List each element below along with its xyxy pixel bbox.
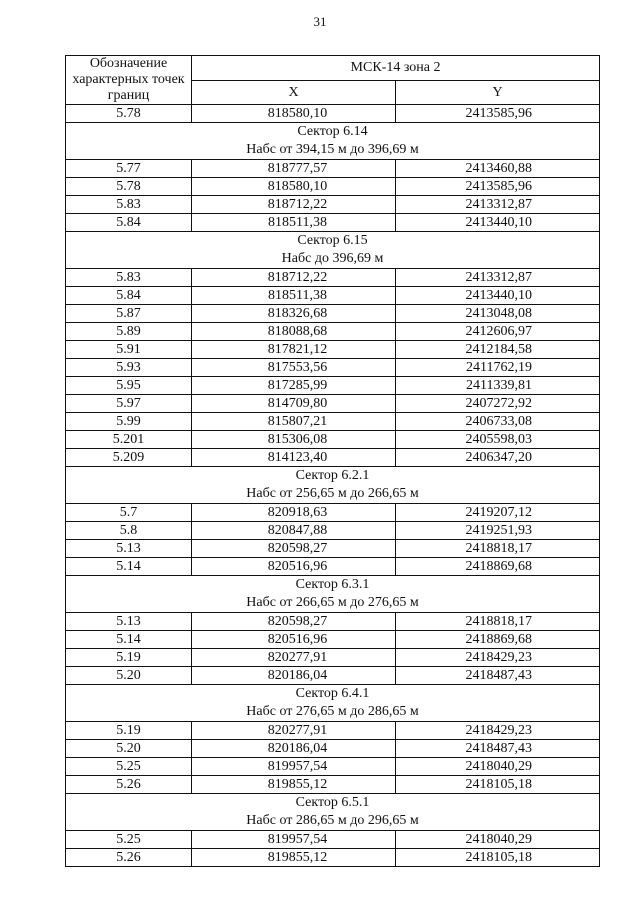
table-row xyxy=(66,849,600,867)
y-coordinate-cell: 2418105,18 xyxy=(396,849,600,867)
point-id-cell: 5.13 xyxy=(66,613,192,631)
table-row xyxy=(66,413,600,431)
y-coordinate-cell: 2418429,23 xyxy=(396,722,600,740)
y-coordinate-cell: 2406347,20 xyxy=(396,449,600,467)
point-id-cell: 5.83 xyxy=(66,269,192,287)
x-coordinate-cell: 819957,54 xyxy=(192,831,396,849)
sector-header-row xyxy=(66,576,600,613)
sector-title: Сектор 6.15 xyxy=(297,233,368,248)
sector-height-range: Набс от 266,65 м до 276,65 м xyxy=(246,595,419,610)
x-coordinate-cell: 818777,57 xyxy=(192,160,396,178)
y-coordinate-cell: 2413312,87 xyxy=(396,269,600,287)
x-coordinate-cell: 815306,08 xyxy=(192,431,396,449)
x-coordinate-cell: 820598,27 xyxy=(192,613,396,631)
y-coordinate-cell: 2413440,10 xyxy=(396,287,600,305)
coordinates-table xyxy=(65,55,600,867)
y-coordinate-cell: 2413585,96 xyxy=(396,105,600,123)
y-coordinate-cell: 2418869,68 xyxy=(396,631,600,649)
point-id-cell: 5.201 xyxy=(66,431,192,449)
y-coordinate-cell: 2418040,29 xyxy=(396,758,600,776)
x-coordinate-cell: 818712,22 xyxy=(192,269,396,287)
point-id-cell: 5.20 xyxy=(66,667,192,685)
point-id-cell: 5.20 xyxy=(66,740,192,758)
point-id-cell: 5.77 xyxy=(66,160,192,178)
y-coordinate-cell: 2413312,87 xyxy=(396,196,600,214)
sector-height-range: Набс от 256,65 м до 266,65 м xyxy=(246,486,419,501)
table-row xyxy=(66,667,600,685)
x-coordinate-cell: 820516,96 xyxy=(192,631,396,649)
y-coordinate-cell: 2407272,92 xyxy=(396,395,600,413)
x-coordinate-cell: 818712,22 xyxy=(192,196,396,214)
table-row xyxy=(66,449,600,467)
header-line: Обозначение xyxy=(89,56,168,71)
point-id-cell: 5.84 xyxy=(66,287,192,305)
table-row xyxy=(66,105,600,123)
table-row xyxy=(66,377,600,395)
sector-height-range: Набс от 276,65 м до 286,65 м xyxy=(246,704,419,719)
point-id-cell: 5.93 xyxy=(66,359,192,377)
table-row xyxy=(66,305,600,323)
x-coordinate-cell: 819855,12 xyxy=(192,849,396,867)
y-coordinate-cell: 2405598,03 xyxy=(396,431,600,449)
y-coordinate-cell: 2418869,68 xyxy=(396,558,600,576)
sector-header xyxy=(66,576,600,613)
x-coordinate-cell: 818580,10 xyxy=(192,105,396,123)
sector-header xyxy=(66,794,600,831)
table-row xyxy=(66,341,600,359)
table-row xyxy=(66,649,600,667)
y-coordinate-cell: 2406733,08 xyxy=(396,413,600,431)
x-coordinate-cell: 820516,96 xyxy=(192,558,396,576)
x-coordinate-cell: 814123,40 xyxy=(192,449,396,467)
table-row xyxy=(66,395,600,413)
header-line: характерных точек xyxy=(72,72,185,87)
sector-title: Сектор 6.2.1 xyxy=(295,468,370,483)
table-row xyxy=(66,160,600,178)
table-row xyxy=(66,758,600,776)
point-id-cell: 5.78 xyxy=(66,178,192,196)
table-row xyxy=(66,323,600,341)
coordinate-system-header: МСК-14 зона 2 xyxy=(192,56,600,81)
y-column-header: Y xyxy=(396,80,600,105)
point-id-cell: 5.14 xyxy=(66,558,192,576)
sector-header-row xyxy=(66,123,600,160)
y-coordinate-cell: 2411339,81 xyxy=(396,377,600,395)
y-coordinate-cell: 2413048,08 xyxy=(396,305,600,323)
point-id-cell: 5.19 xyxy=(66,649,192,667)
table-row xyxy=(66,831,600,849)
table-row xyxy=(66,504,600,522)
sector-title: Сектор 6.5.1 xyxy=(295,795,370,810)
point-id-cell: 5.84 xyxy=(66,214,192,232)
table-row xyxy=(66,740,600,758)
table-row xyxy=(66,522,600,540)
point-id-cell: 5.95 xyxy=(66,377,192,395)
sector-title: Сектор 6.4.1 xyxy=(295,686,370,701)
sector-header-row xyxy=(66,685,600,722)
table-row xyxy=(66,613,600,631)
x-coordinate-cell: 818511,38 xyxy=(192,287,396,305)
x-coordinate-cell: 820186,04 xyxy=(192,740,396,758)
point-id-cell: 5.25 xyxy=(66,831,192,849)
y-coordinate-cell: 2418818,17 xyxy=(396,540,600,558)
sector-title: Сектор 6.3.1 xyxy=(295,577,370,592)
page-number: 31 xyxy=(313,14,327,29)
x-coordinate-cell: 818088,68 xyxy=(192,323,396,341)
table-row xyxy=(66,776,600,794)
y-coordinate-cell: 2413440,10 xyxy=(396,214,600,232)
sector-height-range: Набс от 394,15 м до 396,69 м xyxy=(246,142,419,157)
y-coordinate-cell: 2418429,23 xyxy=(396,649,600,667)
table-row xyxy=(66,196,600,214)
table-row xyxy=(66,287,600,305)
point-id-cell: 5.8 xyxy=(66,522,192,540)
sector-header xyxy=(66,123,600,160)
point-id-cell: 5.83 xyxy=(66,196,192,214)
table-row xyxy=(66,540,600,558)
x-coordinate-cell: 815807,21 xyxy=(192,413,396,431)
y-coordinate-cell: 2412606,97 xyxy=(396,323,600,341)
point-id-cell: 5.26 xyxy=(66,849,192,867)
y-coordinate-cell: 2419251,93 xyxy=(396,522,600,540)
point-id-cell: 5.209 xyxy=(66,449,192,467)
sector-height-range: Набс до 396,69 м xyxy=(281,251,384,266)
point-id-cell: 5.89 xyxy=(66,323,192,341)
x-coordinate-cell: 818580,10 xyxy=(192,178,396,196)
point-id-cell: 5.14 xyxy=(66,631,192,649)
x-coordinate-cell: 814709,80 xyxy=(192,395,396,413)
sector-header-row xyxy=(66,467,600,504)
point-id-cell: 5.26 xyxy=(66,776,192,794)
x-column-header: X xyxy=(192,80,396,105)
point-id-cell: 5.19 xyxy=(66,722,192,740)
x-coordinate-cell: 817821,12 xyxy=(192,341,396,359)
x-coordinate-cell: 820277,91 xyxy=(192,649,396,667)
table-row xyxy=(66,178,600,196)
table-row xyxy=(66,431,600,449)
sector-header xyxy=(66,232,600,269)
table-row xyxy=(66,722,600,740)
point-id-cell: 5.13 xyxy=(66,540,192,558)
y-coordinate-cell: 2418818,17 xyxy=(396,613,600,631)
point-id-cell: 5.97 xyxy=(66,395,192,413)
sector-header-row xyxy=(66,232,600,269)
y-coordinate-cell: 2418487,43 xyxy=(396,740,600,758)
x-coordinate-cell: 819855,12 xyxy=(192,776,396,794)
table-row xyxy=(66,214,600,232)
x-coordinate-cell: 817553,56 xyxy=(192,359,396,377)
table-row xyxy=(66,558,600,576)
x-coordinate-cell: 818326,68 xyxy=(192,305,396,323)
sector-height-range: Набс от 286,65 м до 296,65 м xyxy=(246,813,419,828)
x-coordinate-cell: 820277,91 xyxy=(192,722,396,740)
y-coordinate-cell: 2413585,96 xyxy=(396,178,600,196)
point-id-cell: 5.91 xyxy=(66,341,192,359)
x-coordinate-cell: 820598,27 xyxy=(192,540,396,558)
x-coordinate-cell: 820186,04 xyxy=(192,667,396,685)
y-coordinate-cell: 2412184,58 xyxy=(396,341,600,359)
y-coordinate-cell: 2418040,29 xyxy=(396,831,600,849)
point-id-cell: 5.25 xyxy=(66,758,192,776)
point-designation-header xyxy=(66,56,192,105)
y-coordinate-cell: 2419207,12 xyxy=(396,504,600,522)
sector-header xyxy=(66,467,600,504)
x-coordinate-cell: 819957,54 xyxy=(192,758,396,776)
x-coordinate-cell: 820918,63 xyxy=(192,504,396,522)
x-coordinate-cell: 818511,38 xyxy=(192,214,396,232)
point-id-cell: 5.87 xyxy=(66,305,192,323)
y-coordinate-cell: 2411762,19 xyxy=(396,359,600,377)
table-row xyxy=(66,631,600,649)
sector-title: Сектор 6.14 xyxy=(297,124,368,139)
y-coordinate-cell: 2413460,88 xyxy=(396,160,600,178)
sector-header-row xyxy=(66,794,600,831)
point-id-cell: 5.78 xyxy=(66,105,192,123)
point-id-cell: 5.7 xyxy=(66,504,192,522)
y-coordinate-cell: 2418487,43 xyxy=(396,667,600,685)
table-row xyxy=(66,359,600,377)
header-line: границ xyxy=(107,88,150,103)
table-row xyxy=(66,269,600,287)
sector-header xyxy=(66,685,600,722)
x-coordinate-cell: 820847,88 xyxy=(192,522,396,540)
point-id-cell: 5.99 xyxy=(66,413,192,431)
x-coordinate-cell: 817285,99 xyxy=(192,377,396,395)
y-coordinate-cell: 2418105,18 xyxy=(396,776,600,794)
